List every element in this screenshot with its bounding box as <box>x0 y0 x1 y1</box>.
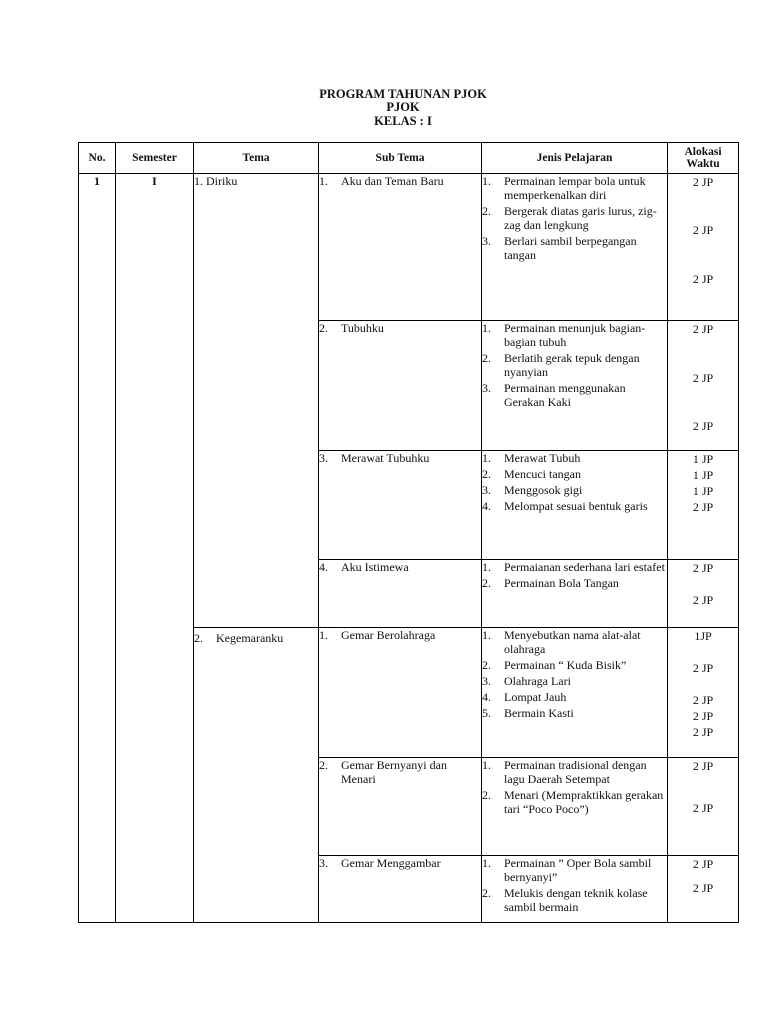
list-item <box>482 560 667 574</box>
row-semester: I <box>116 174 194 923</box>
list-item <box>482 499 667 513</box>
sub-tema-cell <box>319 174 482 321</box>
header-no: No. <box>79 143 116 174</box>
list-item <box>482 467 667 481</box>
sub-tema-title: Merawat Tubuhku <box>341 451 430 465</box>
alokasi-value: 2 JP <box>692 709 714 723</box>
row-no: 1 <box>79 174 116 923</box>
list-item <box>482 381 667 409</box>
item-text: Lompat Jauh <box>504 690 567 704</box>
sub-tema-title: Gemar Berolahraga <box>341 628 436 642</box>
jenis-pelajaran-cell <box>482 856 668 923</box>
item-text: Permainan “ Kuda Bisik” <box>504 658 627 672</box>
item-text: Melukis dengan teknik kolase sambil bermain <box>504 886 648 914</box>
item-number: 2. <box>482 467 491 481</box>
item-text: Permainan tradisional dengan lagu Daerah Setempat <box>504 758 647 786</box>
header-tema: Tema <box>194 143 319 174</box>
header-alokasi-line-1: Alokasi <box>684 146 722 158</box>
alokasi-value: 2 JP <box>692 371 714 385</box>
alokasi-value: 2 JP <box>692 857 714 871</box>
item-number: 1. <box>482 174 491 188</box>
item-text: Permainan lempar bola untuk memperkenalkan diri <box>504 174 646 202</box>
item-number: 2. <box>482 788 491 802</box>
item-number: 2. <box>482 576 491 590</box>
jenis-pelajaran-cell <box>482 758 668 856</box>
tema-number: 2. <box>194 631 203 645</box>
sub-tema-cell <box>319 321 482 451</box>
item-text: Berlatih gerak tepuk dengan nyanyian <box>504 351 640 379</box>
jenis-pelajaran-cell <box>482 560 668 628</box>
item-number: 4. <box>482 499 491 513</box>
list-item <box>482 758 667 786</box>
item-number: 1. <box>482 758 491 772</box>
jenis-pelajaran-cell <box>482 174 668 321</box>
list-item <box>482 483 667 497</box>
item-text: Bergerak diatas garis lurus, zig-zag dan lengkung <box>504 204 657 232</box>
list-item <box>482 658 667 672</box>
list-item <box>482 204 667 232</box>
sub-tema-number: 1. <box>319 628 328 642</box>
tema-kegemaranku <box>194 628 319 923</box>
tema-title: Kegemaranku <box>216 631 284 645</box>
item-number: 3. <box>482 381 491 395</box>
item-text: Permainan menggunakan Gerakan Kaki <box>504 381 626 409</box>
document-title-line-3: KELAS : I <box>374 114 432 128</box>
list-item <box>482 351 667 379</box>
item-number: 2. <box>482 886 491 900</box>
header-alokasi-line-2: Waktu <box>686 158 720 170</box>
list-item <box>482 674 667 688</box>
sub-tema-number: 3. <box>319 451 328 465</box>
item-number: 3. <box>482 674 491 688</box>
list-item <box>482 788 667 816</box>
item-text: Permainan Bola Tangan <box>504 576 619 590</box>
item-text: Merawat Tubuh <box>504 451 581 465</box>
jenis-pelajaran-cell <box>482 321 668 451</box>
item-text: Melompat sesuai bentuk garis <box>504 499 648 513</box>
item-text: Menggosok gigi <box>504 483 583 497</box>
jenis-pelajaran-cell <box>482 628 668 758</box>
item-text: Permainan ” Oper Bola sambil bernyanyi” <box>504 856 652 884</box>
alokasi-value: 2 JP <box>692 500 714 514</box>
sub-tema-number: 1. <box>319 174 328 188</box>
list-item <box>482 234 667 262</box>
alokasi-cell <box>668 758 739 856</box>
jenis-pelajaran-cell <box>482 451 668 560</box>
item-text: Menyebutkan nama alat-alat olahraga <box>504 628 641 656</box>
item-text: Olahraga Lari <box>504 674 571 688</box>
alokasi-value: 1JP <box>694 629 712 643</box>
alokasi-cell <box>668 451 739 560</box>
alokasi-value: 2 JP <box>692 661 714 675</box>
alokasi-value: 2 JP <box>692 725 714 739</box>
sub-tema-cell <box>319 451 482 560</box>
document-title-line-2: PJOK <box>386 100 420 114</box>
item-number: 3. <box>482 234 491 248</box>
alokasi-value: 1 JP <box>692 452 714 466</box>
sub-tema-title: Tubuhku <box>341 321 384 335</box>
alokasi-value: 2 JP <box>692 801 714 815</box>
sub-tema-cell <box>319 628 482 758</box>
list-item <box>482 576 667 590</box>
table-row <box>79 174 739 321</box>
alokasi-value: 2 JP <box>692 419 714 433</box>
alokasi-value: 2 JP <box>692 272 714 286</box>
list-item <box>482 856 667 884</box>
item-number: 1. <box>482 560 491 574</box>
sub-tema-cell <box>319 560 482 628</box>
item-text: Permainan menunjuk bagian-bagian tubuh <box>504 321 646 349</box>
sub-tema-number: 2. <box>319 321 328 335</box>
item-text: Berlari sambil berpegangan tangan <box>504 234 637 262</box>
item-number: 5. <box>482 706 491 720</box>
alokasi-value: 2 JP <box>692 561 714 575</box>
list-item <box>482 451 667 465</box>
header-jenis-pelajaran: Jenis Pelajaran <box>482 143 668 174</box>
alokasi-cell <box>668 856 739 923</box>
item-text: Menari (Mempraktikkan gerakan tari “Poco Poco”) <box>504 788 664 816</box>
alokasi-value: 2 JP <box>692 693 714 707</box>
item-number: 2. <box>482 658 491 672</box>
alokasi-value: 2 JP <box>692 881 714 895</box>
sub-tema-title: Aku dan Teman Baru <box>341 174 444 188</box>
sub-tema-title: Aku Istimewa <box>341 560 409 574</box>
header-sub-tema: Sub Tema <box>319 143 482 174</box>
alokasi-value: 2 JP <box>692 322 714 336</box>
item-text: Bermain Kasti <box>504 706 574 720</box>
program-tahunan-table <box>78 142 739 923</box>
alokasi-cell <box>668 321 739 451</box>
alokasi-value: 1 JP <box>692 468 714 482</box>
sub-tema-cell <box>319 758 482 856</box>
sub-tema-title: Gemar Bernyanyi dan Menari <box>341 758 447 786</box>
list-item <box>482 174 667 202</box>
alokasi-cell <box>668 628 739 758</box>
header-semester: Semester <box>116 143 194 174</box>
document-title-line-1: PROGRAM TAHUNAN PJOK <box>319 87 487 101</box>
item-number: 2. <box>482 204 491 218</box>
item-number: 2. <box>482 351 491 365</box>
sub-tema-number: 4. <box>319 560 328 574</box>
sub-tema-cell <box>319 856 482 923</box>
list-item <box>482 628 667 656</box>
list-item <box>482 706 667 720</box>
tema-diriku: 1. Diriku <box>194 174 319 628</box>
alokasi-value: 2 JP <box>692 759 714 773</box>
item-number: 1. <box>482 451 491 465</box>
item-text: Mencuci tangan <box>504 467 581 481</box>
item-number: 1. <box>482 321 491 335</box>
item-number: 1. <box>482 856 491 870</box>
list-item <box>482 886 667 914</box>
alokasi-cell <box>668 560 739 628</box>
sub-tema-number: 2. <box>319 758 328 772</box>
alokasi-cell <box>668 174 739 321</box>
list-item <box>482 690 667 704</box>
alokasi-value: 2 JP <box>692 175 714 189</box>
alokasi-value: 2 JP <box>692 223 714 237</box>
item-number: 4. <box>482 690 491 704</box>
list-item <box>482 321 667 349</box>
header-alokasi-waktu <box>668 143 739 174</box>
sub-tema-number: 3. <box>319 856 328 870</box>
item-number: 3. <box>482 483 491 497</box>
item-number: 1. <box>482 628 491 642</box>
item-text: Permaianan sederhana lari estafet <box>504 560 665 574</box>
sub-tema-title: Gemar Menggambar <box>341 856 441 870</box>
alokasi-value: 1 JP <box>692 484 714 498</box>
alokasi-value: 2 JP <box>692 593 714 607</box>
